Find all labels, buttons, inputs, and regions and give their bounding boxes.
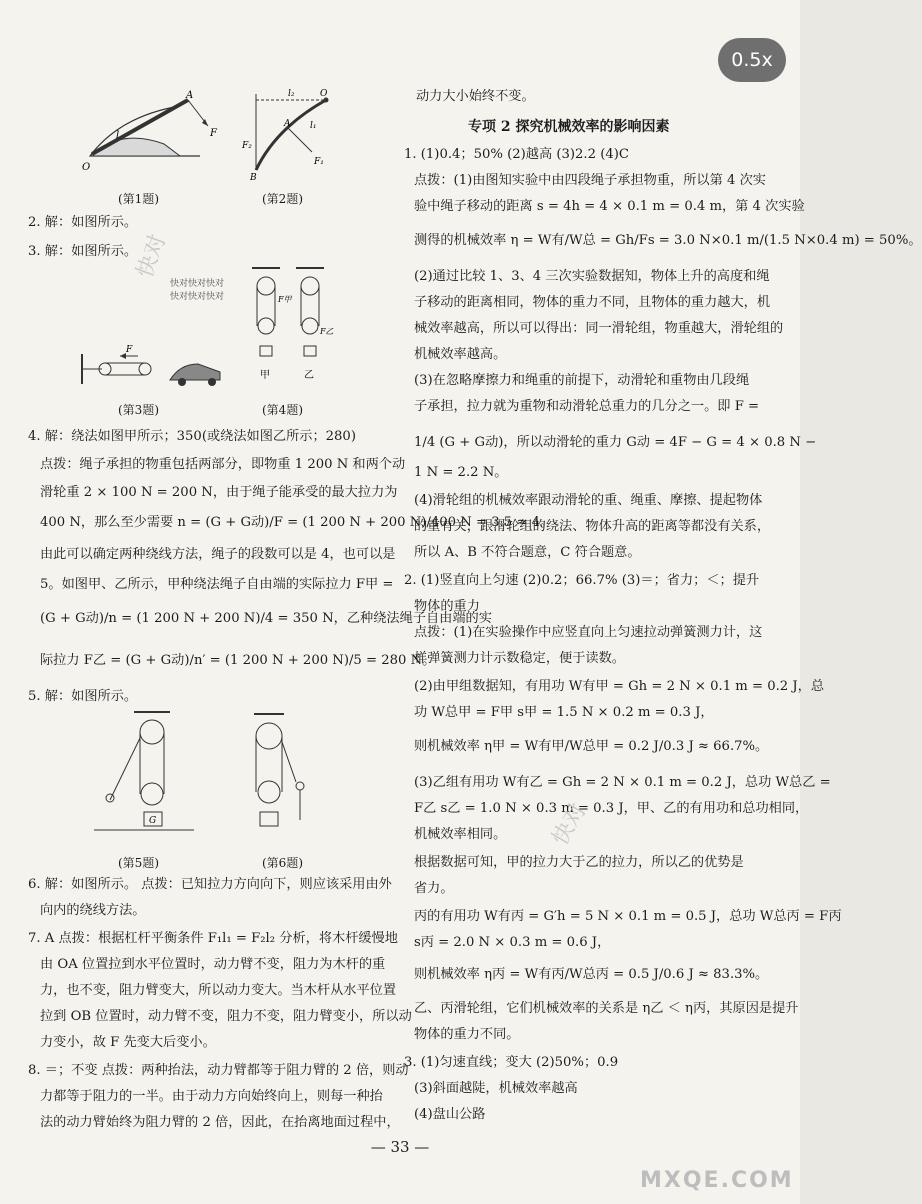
label-l: l [116,130,120,141]
right-line-30: 丙的有用功 W有丙 = G′h = 5 N × 0.1 m = 0.5 J，总功 W总丙 = F丙 [414,909,842,924]
right-line-10: 机械效率越高。 [414,347,507,362]
right-line-7: (2)通过比较 1、3、4 三次实验数据知，物体上升的高度和绳 [414,269,770,284]
left-line-21: 法的动力臂始终为阻力臂的 2 倍，因此，在抬离地面过程中， [40,1115,400,1130]
caption-fig3: (第3题) [118,403,159,417]
left-line-13: 向内的绕线方法。 [40,903,146,918]
caption-fig6: (第6题) [262,856,303,870]
caption-fig4: (第4题) [262,403,303,417]
figure-5 [94,708,194,838]
right-line-1: 动力大小始终不变。 [416,89,535,104]
right-line-20: 点拨：(1)在实验操作中应竖直向上匀速拉动弹簧测力计，这 [414,625,763,640]
right-line-3: 1. (1)0.4；50% (2)越高 (3)2.2 (4)C [404,147,629,162]
right-line-11: (3)在忽略摩擦力和绳重的前提下，动滑轮和重物由几段绳 [414,373,750,388]
figure-4 [244,264,340,394]
right-line-25: (3)乙组有用功 W有乙 = Gh = 2 N × 0.1 m = 0.2 J，总功 W总乙 = [414,775,831,790]
right-line-34: 物体的重力不同。 [414,1027,520,1042]
right-line-36: (3)斜面越陡，机械效率越高 [414,1081,578,1096]
left-line-16: 力，也不变，阻力臂变大，所以动力变大。当木杆从水平位置 [40,983,397,998]
label-f: F [210,128,217,139]
right-line-6: 测得的机械效率 η = W有/W总 = Gh/Fs = 3.0 N×0.1 m/(1.5 N×0.4 m) = 50%。 [414,233,922,248]
figure-6 [244,712,334,842]
figure-1 [80,88,220,180]
left-line-14: 7. A 点拨：根据杠杆平衡条件 F₁l₁ = F₂l₂ 分析，将木杆缓慢地 [28,931,398,946]
right-line-28: 根据数据可知，甲的拉力大于乙的拉力，所以乙的优势是 [414,855,744,870]
figure-2 [236,88,336,182]
left-line-10: 际拉力 F乙 = (G + G动)/n′ = (1 200 N + 200 N)/5 = 280 N。 [40,653,436,668]
right-line-22: (2)由甲组数据知，有用功 W有甲 = Gh = 2 N × 0.1 m = 0.2 J，总 [414,679,825,694]
label-yi: 乙 [304,370,314,381]
label-g5: G [149,816,157,826]
figure-3 [80,344,230,394]
label-a: A [186,90,194,101]
right-line-9: 械效率越高，所以可以得出：同一滑轮组，物重越大，滑轮组的 [414,321,784,336]
left-line-18: 力变小，故 F 先变大后变小。 [40,1035,216,1050]
left-line-9: (G + G动)/n = (1 200 N + 200 N)/4 = 350 N，乙种绕法绳子自由端的实 [40,611,492,626]
watermark-logo-right: 快对 [547,799,592,850]
label-jia: 甲 [260,370,270,381]
right-line-4: 点拨：(1)由图知实验中由四段绳子承担物重，所以第 4 次实 [414,173,766,188]
right-line-33: 乙、丙滑轮组，它们机械效率的关系是 η乙 ＜ η丙，其原因是提升 [414,1001,799,1016]
caption-fig1: (第1题) [118,192,159,206]
label-fjia: F甲 [278,295,292,304]
right-line-18: 2. (1)竖直向上匀速 (2)0.2；66.7% (3)＝；省力；＜；提升 [404,573,760,588]
right-line-35: 3. (1)匀速直线；变大 (2)50%；0.9 [404,1055,619,1070]
label-l2: l₂ [288,89,295,99]
label-b: B [250,173,257,183]
right-line-15: (4)滑轮组的机械效率跟动滑轮的重、绳重、摩擦、提起物体 [414,493,763,508]
left-line-19: 8. ＝；不变 点拨：两种抬法，动力臂都等于阻力臂的 2 倍，则动 [28,1063,409,1078]
left-line-12: 6. 解：如图所示。 点拨：已知拉力方向向下，则应该采用由外 [28,877,392,892]
label-f3: F [126,345,133,355]
right-line-19: 物体的重力 [414,599,480,614]
right-line-12: 子承担，拉力就为重物和动滑轮总重力的几分之一。即 F = [414,399,760,414]
left-line-17: 拉到 OB 位置时，动力臂不变，阻力不变，阻力臂变小，所以动 [40,1009,412,1024]
zoom-indicator[interactable]: 0.5x [718,38,786,82]
right-line-31: s丙 = 2.0 N × 0.3 m = 0.6 J， [414,935,611,950]
watermark-text: 快对快对快对 快对快对快对 [170,279,225,302]
left-line-6: 400 N，那么至少需要 n = (G + G动)/F = (1 200 N + 200 N)/400 N = 3.5 ≈ 4。 [40,515,554,530]
label-fyi: F乙 [320,327,334,336]
right-line-27: 机械效率相同。 [414,827,507,842]
label-a2: A [284,119,291,129]
right-line-26: F乙 s乙 = 1.0 N × 0.3 m = 0.3 J，甲、乙的有用功和总功相同， [414,801,809,816]
right-line-17: 所以 A、B 不符合题意，C 符合题意。 [414,545,641,560]
right-line-14: 1 N = 2.2 N。 [414,465,508,480]
label-l1: l₁ [310,121,317,131]
left-line-20: 力都等于阻力的一半。由于动力方向始终向上，则每一种抬 [40,1089,383,1104]
label-f2: F₂ [242,141,252,151]
section-title: 专项 2 探究机械效率的影响因素 [468,119,670,135]
left-line-3: 4. 解：绕法如图甲所示；350(或绕法如图乙所示；280) [28,429,356,444]
page-number: — 33 — [370,1138,430,1156]
left-line-11: 5. 解：如图所示。 [28,689,138,704]
left-line-15: 由 OA 位置拉到水平位置时，动力臂不变，阻力为木杆的重 [40,957,386,972]
watermark-logo-left: 快对 [132,231,172,282]
watermark-site: MXQE.COM [640,1168,794,1193]
caption-fig2: (第2题) [262,192,303,206]
right-line-29: 省力。 [414,881,454,896]
right-line-13: 1/4 (G + G动)，所以动滑轮的重力 G动 = 4F − G = 4 × 0.8 N − [414,435,817,450]
left-line-7: 由此可以确定两种绕线方法，绳子的段数可以是 4，也可以是 [40,547,396,562]
right-line-23: 功 W总甲 = F甲 s甲 = 1.5 N × 0.2 m = 0.3 J， [414,705,714,720]
label-o: O [82,162,91,173]
right-line-16: 的重有关，跟滑轮组的绕法、物体升高的距离等都没有关系， [414,519,771,534]
left-line-1: 2. 解：如图所示。 [28,215,138,230]
left-line-5: 滑轮重 2 × 100 N = 200 N，由于绳子能承受的最大拉力为 [40,485,398,500]
left-line-4: 点拨：绳子承担的物重包括两部分，即物重 1 200 N 和两个动 [40,457,406,472]
right-line-24: 则机械效率 η甲 = W有甲/W总甲 = 0.2 J/0.3 J ≈ 66.7%。 [414,739,769,754]
caption-fig5: (第5题) [118,856,159,870]
label-f1: F₁ [314,157,324,167]
right-line-5: 验中绳子移动的距离 s = 4h = 4 × 0.1 m = 0.4 m，第 4 次实验 [414,199,805,214]
right-line-21: 样弹簧测力计示数稳定，便于读数。 [414,651,625,666]
right-line-37: (4)盘山公路 [414,1107,486,1122]
right-line-8: 子移动的距离相同，物体的重力不同，且物体的重力越大，机 [414,295,771,310]
left-line-8: 5。如图甲、乙所示，甲种绕法绳子自由端的实际拉力 F甲 = [40,577,394,592]
left-line-2: 3. 解：如图所示。 [28,244,138,259]
right-line-32: 则机械效率 η丙 = W有丙/W总丙 = 0.5 J/0.6 J ≈ 83.3%。 [414,967,769,982]
label-o2: O [320,89,328,99]
